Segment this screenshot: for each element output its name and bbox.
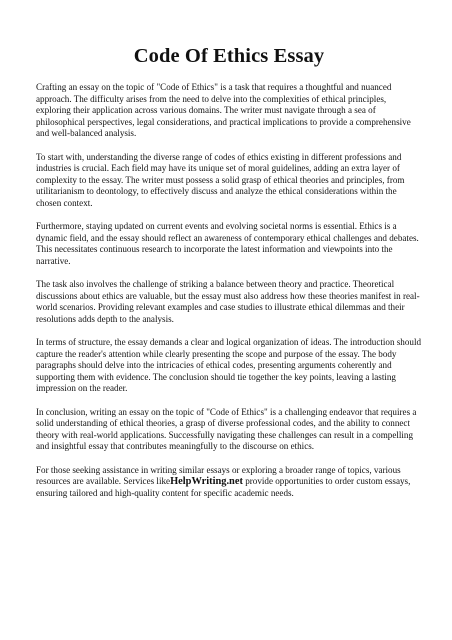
paragraph-conclusion: In conclusion, writing an essay on the topic of "Code of Ethics" is a challenging endeavor that requires a solid understanding of ethical theories, a grasp of diverse professional codes, and the ability to connect theory with real-world applications. Successfully navigating these challenges can result in a compelling and insightful essay that contributes meaningfully to the discourse on ethics. (36, 406, 417, 452)
paragraph-theory-practice: The task also involves the challenge of striking a balance between theory and practice. Theoretical discussions about ethics are valuable, but the essay must also address how these theories manifest in real-world scenarios. Providing relevant examples and case studies to illustrate ethical dilemmas and their resolutions adds depth to the analysis. (36, 279, 420, 324)
paragraph-intro: Crafting an essay on the topic of "Code of Ethics" is a task that requires a thoughtful and nuanced approach. The difficulty arises from the need to delve into the complexities of ethical principles, exploring their application across various domains. The writer must navigate through a sea of philosophical perspectives, legal considerations, and practical implications to provide a comprehensive and well-balanced analysis. (36, 82, 411, 139)
closing-text-before: For those seeking assistance in writing similar essays or exploring a broader range of topics, various resources are available. Services like (36, 464, 401, 487)
paragraph-codes-of-ethics: To start with, understanding the diverse range of codes of ethics existing in different professions and industries is crucial. Each field may have its unique set of moral guidelines, adding an extra layer of complexity to the essay. The writer must possess a solid grasp of ethical theories and principles, from utilitarianism to deontology, to effectively discuss and analyze the ethical considerations within the chosen context. (36, 151, 405, 208)
paragraph-current-events: Furthermore, staying updated on current events and evolving societal norms is essential. Ethics is a dynamic field, and the essay should reflect an awareness of contemporary ethical challenges and debates. This necessitates continuous research to incorporate the latest information and viewpoints into the narrative. (36, 221, 419, 266)
paragraph-structure: In terms of structure, the essay demands a clear and logical organization of ideas. The introduction should capture the reader's attention while clearly presenting the scope and purpose of the essay. The body paragraphs should delve into the intricacies of ethical codes, presenting arguments coherently and supporting them with evidence. The conclusion should tie together the key points, leaving a lasting impression on the reader. (36, 337, 422, 394)
paragraph-closing (36, 465, 422, 500)
brand-name: HelpWriting.net (170, 476, 243, 488)
closing-text-after: provide opportunities to order custom essays, ensuring tailored and high-quality content for specific academic needs. (36, 476, 411, 498)
page-title: Code Of Ethics Essay (133, 45, 325, 67)
